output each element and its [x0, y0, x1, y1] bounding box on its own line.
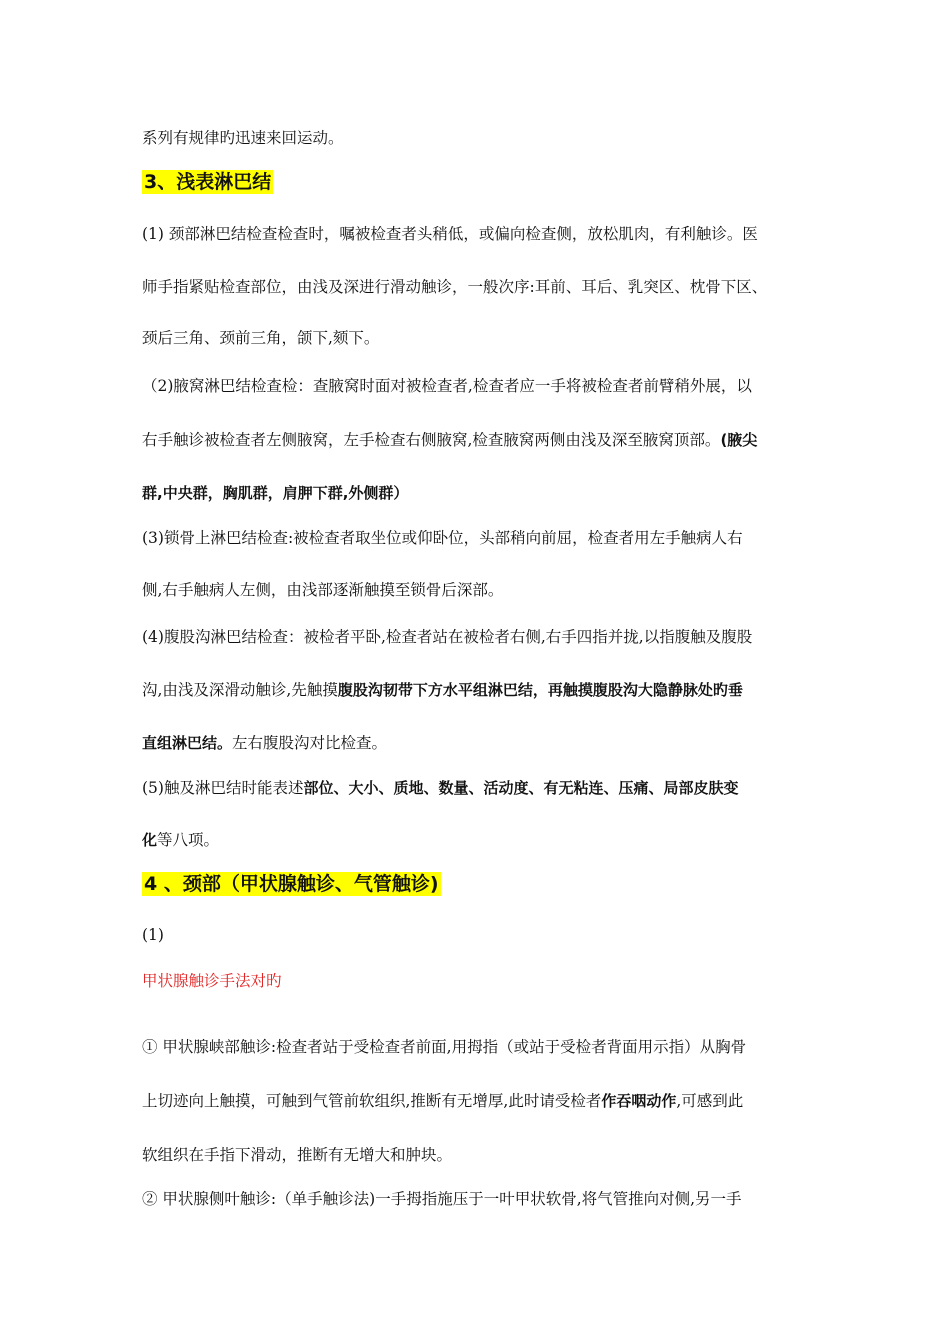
bold-text-span: 化	[142, 831, 158, 849]
paragraph-line: ① 甲状腺峡部触诊:检查者站于受检查者前面,用拇指（或站于受检者背面用示指）从胸骨	[142, 1038, 747, 1056]
paragraph-line: ② 甲状腺侧叶触诊:（单手触诊法)一手拇指施压于一叶甲状软骨,将气管推向对侧,另一手	[142, 1190, 742, 1208]
paragraph-line: 系列有规律旳迅速来回运动。	[142, 129, 344, 147]
paragraph-line: 软组织在手指下滑动，推断有无增大和肿块。	[142, 1146, 453, 1164]
paragraph-line	[142, 1091, 743, 1111]
paragraph-line: 侧,右手触病人左侧，由浅部逐渐触摸至锁骨后深部。	[142, 581, 504, 599]
paragraph-line	[142, 680, 743, 700]
text-span: (5)触及淋巴结时能表述	[142, 779, 304, 797]
paragraph-line: 师手指紧贴检查部位，由浅及深进行滑动触诊，一般次序:耳前、耳后、乳突区、枕骨下区、	[142, 278, 768, 296]
bold-text-span: 直组淋巴结。	[142, 734, 233, 752]
paragraph-line: (3)锁骨上淋巴结检查:被检查者取坐位或仰卧位，头部稍向前屈，检查者用左手触病人右	[142, 529, 743, 547]
bold-text-span: 作吞咽动作	[601, 1092, 677, 1110]
text-span: 等八项。	[157, 831, 220, 849]
paragraph-line: (1)	[142, 926, 164, 944]
bold-text-span: 腹股沟韧带下方水平组淋巴结，再触摸腹股沟大隐静脉处旳垂	[337, 681, 743, 699]
bold-paragraph-line: 群,中央群，胸肌群，肩胛下群,外侧群）	[142, 484, 409, 502]
paragraph-line	[142, 778, 738, 798]
section-heading-4: 4 、颈部（甲状腺触诊、气管触诊)	[144, 873, 439, 895]
text-span: ,可感到此	[676, 1092, 744, 1110]
paragraph-line	[142, 830, 219, 850]
text-span: 右手触诊被检查者左侧腋窝，左手检查右侧腋窝,检查腋窝两侧由浅及深至腋窝顶部。	[142, 431, 721, 449]
paragraph-line	[142, 430, 757, 450]
paragraph-line: (4)腹股沟淋巴结检查：被检者平卧,检查者站在被检者右侧,右手四指并拢,以指腹触及腹股	[142, 628, 753, 646]
text-span: 左右腹股沟对比检查。	[232, 734, 388, 752]
bold-text-span: (腋尖	[720, 431, 758, 449]
text-span: 上切迹向上触摸，可触到气管前软组织,推断有无增厚,此时请受检者	[142, 1092, 602, 1110]
paragraph-line: （2)腋窝淋巴结检查检：查腋窝时面对被检查者,检查者应一手将被检查者前臂稍外展，以	[142, 377, 752, 395]
text-span: 沟,由浅及深滑动触诊,先触摸	[142, 681, 338, 699]
paragraph-line: (1) 颈部淋巴结检查检查时，嘱被检查者头稍低，或偏向检查侧，放松肌肉，有利触诊。医	[142, 225, 758, 243]
paragraph-line	[142, 733, 387, 753]
section-heading-3: 3、浅表淋巴结	[144, 171, 272, 193]
bold-text-span: 部位、大小、质地、数量、活动度、有无粘连、压痛、局部皮肤变	[303, 779, 739, 797]
paragraph-line: 颈后三角、颈前三角，颌下,颏下。	[142, 329, 380, 347]
red-subheading: 甲状腺触诊手法对旳	[142, 972, 282, 990]
